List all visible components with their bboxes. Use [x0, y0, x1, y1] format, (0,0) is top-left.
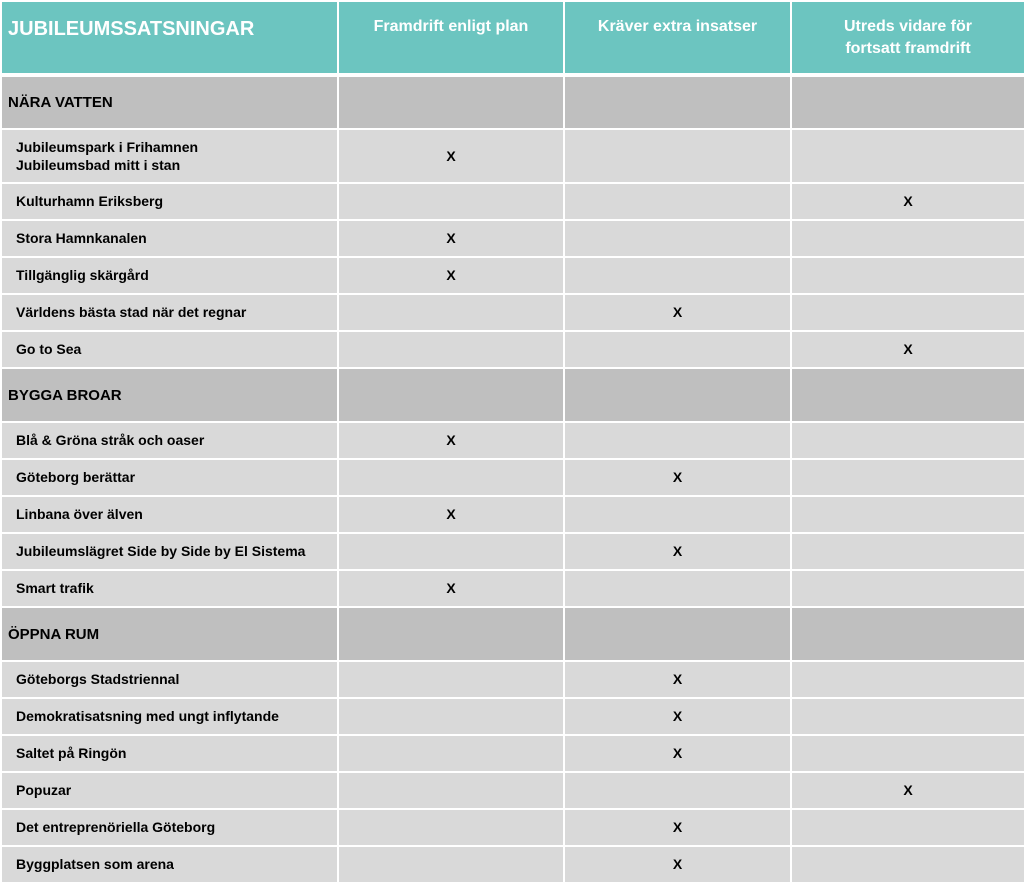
status-mark-cell — [338, 459, 564, 496]
status-mark-cell: X — [791, 772, 1024, 809]
initiative-name-line: Linbana över älven — [16, 506, 143, 522]
status-mark-cell — [791, 220, 1024, 257]
initiative-name-line: Saltet på Ringön — [16, 745, 127, 761]
initiative-name — [1, 772, 338, 809]
status-mark-cell — [564, 331, 791, 368]
status-mark-cell: X — [564, 533, 791, 570]
initiative-name — [1, 422, 338, 459]
status-mark-cell: X — [338, 257, 564, 294]
status-mark-cell — [791, 809, 1024, 846]
section-empty-cell — [564, 607, 791, 661]
table-row — [1, 772, 1024, 809]
status-mark-cell: X — [338, 422, 564, 459]
initiative-name-line: Stora Hamnkanalen — [16, 230, 147, 246]
initiative-name — [1, 809, 338, 846]
column-header-extra-effort: Kräver extra insatser — [564, 1, 791, 75]
status-mark-cell: X — [564, 846, 791, 883]
status-mark-cell — [564, 422, 791, 459]
initiative-name-line: Kulturhamn Eriksberg — [16, 193, 164, 209]
status-mark-cell: X — [338, 129, 564, 183]
section-empty-cell — [564, 368, 791, 422]
initiative-name — [1, 220, 338, 257]
initiative-name-line: Jubileumslägret Side by Side by El Sistema — [16, 543, 306, 559]
column-header-further-investigation — [791, 1, 1024, 75]
initiative-name-line: Jubileumsbad mitt i stan — [16, 157, 181, 173]
section-empty-cell — [338, 75, 564, 129]
initiative-name — [1, 661, 338, 698]
status-mark-cell — [791, 533, 1024, 570]
table-header — [1, 1, 1024, 75]
table-row — [1, 183, 1024, 220]
initiative-name — [1, 533, 338, 570]
section-empty-cell — [791, 607, 1024, 661]
initiative-name-line: Göteborg berättar — [16, 469, 136, 485]
status-mark-cell — [564, 570, 791, 607]
table-row — [1, 809, 1024, 846]
status-mark-cell — [791, 735, 1024, 772]
status-mark-cell — [564, 496, 791, 533]
column-header-line-2: fortsatt framdrift — [845, 40, 971, 57]
status-mark-cell: X — [338, 496, 564, 533]
status-mark-cell: X — [791, 331, 1024, 368]
initiative-name — [1, 459, 338, 496]
table-row — [1, 846, 1024, 883]
initiative-name — [1, 570, 338, 607]
table-row — [1, 220, 1024, 257]
initiative-name-line: Blå & Gröna stråk och oaser — [16, 432, 205, 448]
initiative-name-line: Go to Sea — [16, 341, 82, 357]
status-mark-cell — [564, 129, 791, 183]
section-empty-cell — [338, 368, 564, 422]
status-mark-cell — [338, 809, 564, 846]
status-mark-cell — [338, 698, 564, 735]
table-row — [1, 570, 1024, 607]
section-empty-cell — [564, 75, 791, 129]
initiative-name-line: Demokratisatsning med ungt inflytande — [16, 708, 279, 724]
table-row — [1, 294, 1024, 331]
initiative-name-line: Göteborgs Stadstriennal — [16, 671, 180, 687]
section-row — [1, 368, 1024, 422]
status-mark-cell — [338, 846, 564, 883]
status-mark-cell — [338, 772, 564, 809]
section-row — [1, 75, 1024, 129]
table-title: JUBILEUMSSATSNINGAR — [1, 1, 338, 75]
initiative-name-line: Smart trafik — [16, 580, 94, 596]
initiative-name — [1, 496, 338, 533]
status-mark-cell — [338, 294, 564, 331]
table-row — [1, 735, 1024, 772]
status-mark-cell: X — [564, 809, 791, 846]
initiative-name — [1, 735, 338, 772]
status-mark-cell — [338, 533, 564, 570]
status-mark-cell — [791, 661, 1024, 698]
status-mark-cell: X — [564, 661, 791, 698]
status-mark-cell — [564, 183, 791, 220]
status-mark-cell — [338, 661, 564, 698]
status-mark-cell — [791, 570, 1024, 607]
status-mark-cell — [791, 294, 1024, 331]
initiative-name — [1, 331, 338, 368]
status-mark-cell — [791, 129, 1024, 183]
initiative-name-line: Byggplatsen som arena — [16, 856, 174, 872]
table-row — [1, 661, 1024, 698]
initiative-name — [1, 257, 338, 294]
initiative-name-line: Jubileumspark i Frihamnen — [16, 139, 199, 155]
status-mark-cell — [564, 257, 791, 294]
section-empty-cell — [338, 607, 564, 661]
status-mark-cell: X — [564, 294, 791, 331]
table-row — [1, 496, 1024, 533]
header-row — [1, 1, 1024, 75]
initiative-name — [1, 846, 338, 883]
table-row — [1, 459, 1024, 496]
section-title: BYGGA BROAR — [1, 368, 338, 422]
table-row — [1, 698, 1024, 735]
section-row — [1, 607, 1024, 661]
section-title: ÖPPNA RUM — [1, 607, 338, 661]
status-mark-cell — [791, 698, 1024, 735]
status-mark-cell: X — [338, 220, 564, 257]
status-mark-cell — [791, 459, 1024, 496]
status-mark-cell — [338, 331, 564, 368]
section-empty-cell — [791, 75, 1024, 129]
initiative-name-line: Popuzar — [16, 782, 72, 798]
status-mark-cell — [338, 183, 564, 220]
status-mark-cell — [791, 496, 1024, 533]
status-mark-cell: X — [564, 459, 791, 496]
section-title: NÄRA VATTEN — [1, 75, 338, 129]
status-mark-cell: X — [564, 698, 791, 735]
section-empty-cell — [791, 368, 1024, 422]
initiative-name-line: Det entreprenöriella Göteborg — [16, 819, 216, 835]
initiative-name — [1, 698, 338, 735]
status-mark-cell — [338, 735, 564, 772]
table-row — [1, 422, 1024, 459]
status-mark-cell — [791, 422, 1024, 459]
table-row — [1, 533, 1024, 570]
status-mark-cell — [564, 772, 791, 809]
initiative-name — [1, 294, 338, 331]
table-row — [1, 331, 1024, 368]
status-mark-cell: X — [791, 183, 1024, 220]
initiative-name-line: Världens bästa stad när det regnar — [16, 304, 247, 320]
column-header-on-track: Framdrift enligt plan — [338, 1, 564, 75]
initiative-name — [1, 129, 338, 183]
initiative-name-line: Tillgänglig skärgård — [16, 267, 149, 283]
status-mark-cell — [564, 220, 791, 257]
table-row — [1, 257, 1024, 294]
table-row — [1, 129, 1024, 183]
status-mark-cell: X — [338, 570, 564, 607]
status-mark-cell — [791, 257, 1024, 294]
column-header-line-1: Utreds vidare för — [843, 18, 973, 35]
status-mark-cell — [791, 846, 1024, 883]
status-mark-cell: X — [564, 735, 791, 772]
table-body — [1, 75, 1024, 883]
initiative-name — [1, 183, 338, 220]
